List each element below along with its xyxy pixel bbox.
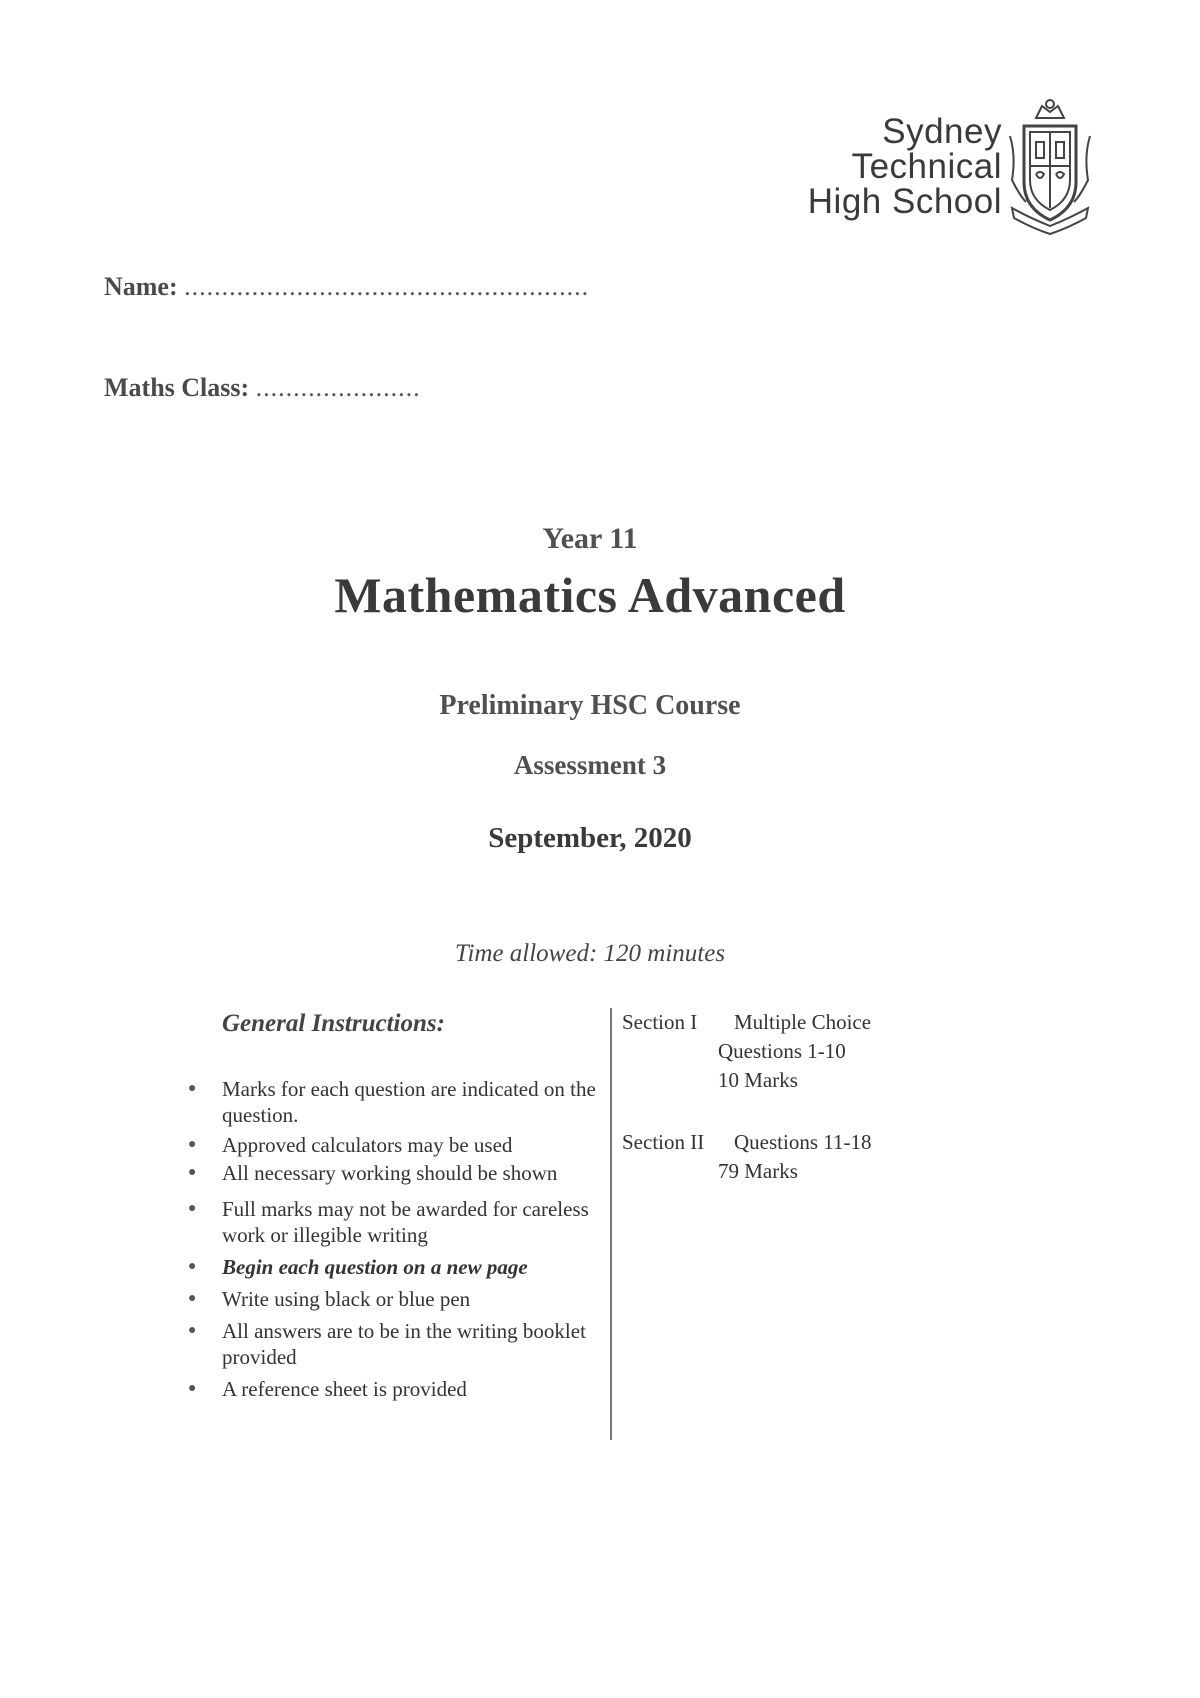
section-1-label: Section I xyxy=(622,1010,698,1034)
instruction-item: ● Full marks may not be awarded for careless work or illegible writing xyxy=(188,1197,589,1247)
school-name xyxy=(808,114,1002,219)
bullet-icon: ● xyxy=(188,1137,197,1152)
section-1-info xyxy=(622,1008,871,1095)
section-1-type: Multiple Choice xyxy=(734,1010,872,1034)
year-heading: Year 11 xyxy=(542,522,638,555)
maths-class-field xyxy=(104,373,421,403)
section-2-questions: Questions 11-18 xyxy=(734,1130,872,1154)
instruction-item: ● Write using black or blue pen xyxy=(188,1287,471,1311)
instruction-item: ● All necessary working should be shown xyxy=(188,1161,558,1185)
instruction-item: ● All answers are to be in the writing booklet provided xyxy=(188,1319,586,1369)
school-name-line-3: High School xyxy=(807,182,1002,221)
section-1-questions: Questions 1-10 xyxy=(718,1039,846,1063)
school-crest-icon xyxy=(1006,96,1094,236)
time-allowed: Time allowed: 120 minutes xyxy=(454,940,726,967)
bullet-icon: ● xyxy=(188,1165,197,1180)
bullet-icon: ● xyxy=(188,1291,197,1306)
maths-class-label: Maths Class: xyxy=(104,373,250,402)
section-1-marks: 10 Marks xyxy=(718,1068,798,1092)
name-dots: ...................................................... xyxy=(184,272,590,301)
bullet-icon: ● xyxy=(188,1323,197,1338)
bullet-icon: ● xyxy=(188,1381,197,1396)
instruction-item: ● A reference sheet is provided xyxy=(188,1377,467,1401)
subject-title: Mathematics Advanced xyxy=(334,567,846,623)
section-2-marks: 79 Marks xyxy=(718,1159,798,1183)
instruction-item: ● Approved calculators may be used xyxy=(188,1133,513,1157)
section-2-label: Section II xyxy=(622,1130,705,1154)
bullet-icon: ● xyxy=(188,1201,197,1216)
section-2-info xyxy=(622,1128,871,1186)
assessment-heading: Assessment 3 xyxy=(513,750,667,780)
instruction-item: ● Marks for each question are indicated on the question. xyxy=(188,1077,596,1127)
maths-class-dots: ...................... xyxy=(255,373,421,402)
school-logo xyxy=(760,96,1100,236)
bullet-icon: ● xyxy=(188,1259,197,1274)
course-heading: Preliminary HSC Course xyxy=(439,690,741,721)
name-label: Name: xyxy=(104,272,178,301)
column-divider xyxy=(610,1008,612,1440)
name-field xyxy=(104,272,589,302)
bullet-icon: ● xyxy=(188,1081,197,1096)
instructions-heading: General Instructions: xyxy=(222,1010,445,1037)
school-name-line-2: Technical xyxy=(851,147,1002,186)
instructions-list xyxy=(184,1076,604,1408)
school-name-line-1: Sydney xyxy=(882,112,1002,151)
exam-date: September, 2020 xyxy=(488,822,692,854)
instruction-item: ● Begin each question on a new page xyxy=(188,1255,528,1279)
